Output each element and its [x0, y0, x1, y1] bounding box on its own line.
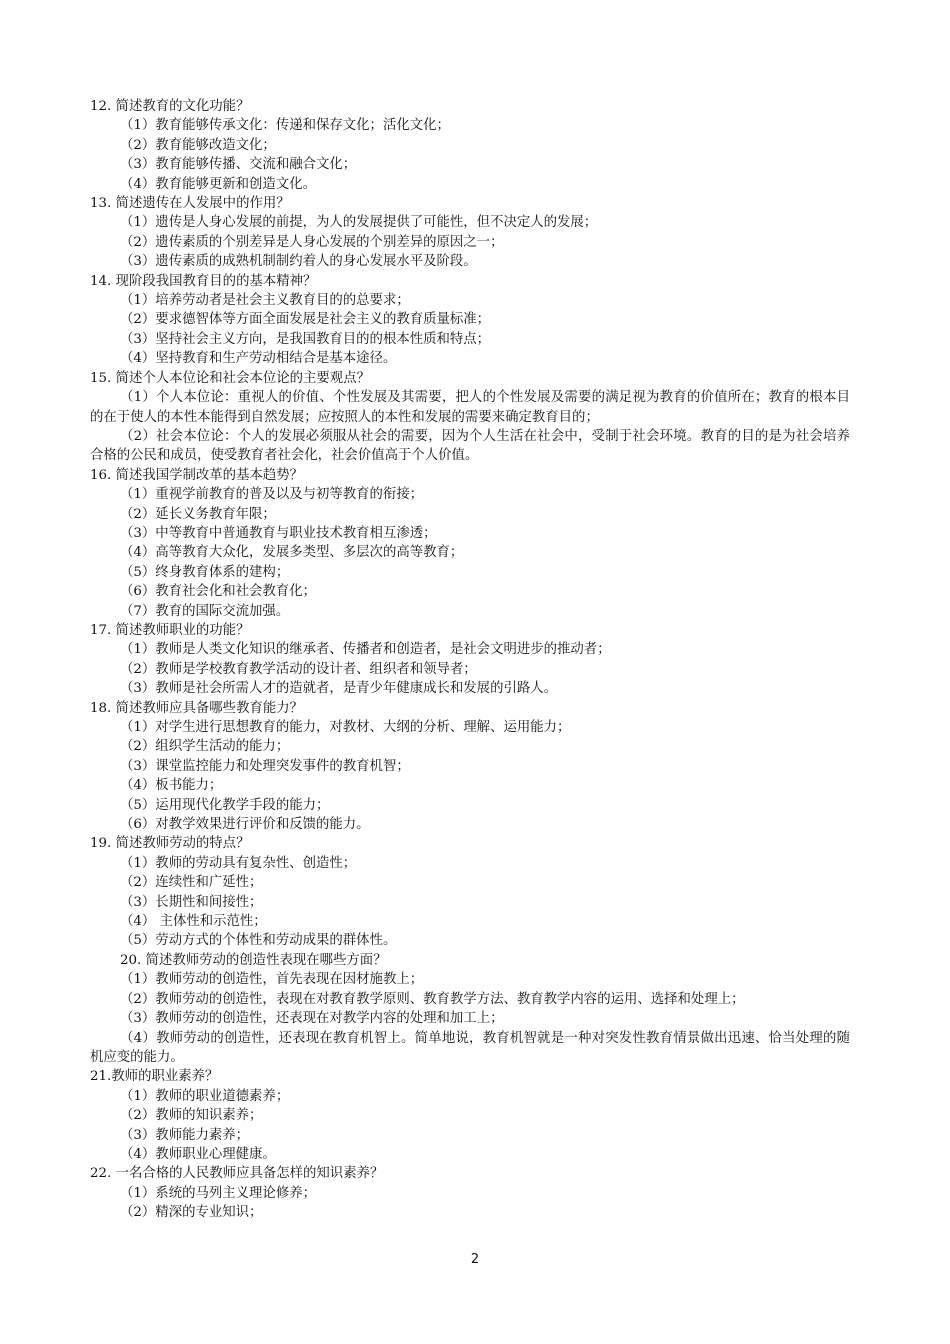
answer-item: （1）教师是人类文化知识的继承者、传播者和创造者，是社会文明进步的推动者；: [120, 642, 611, 658]
document-body: [90, 97, 850, 1223]
answer-item: （3）课堂监控能力和处理突发事件的教育机智；: [120, 758, 410, 774]
answer-item: （3）中等教育中普通教育与职业技术教育相互渗透；: [120, 525, 437, 541]
answer-item: （1）遗传是人身心发展的前提，为人的发展提供了可能性，但不决定人的发展；: [120, 215, 598, 231]
answer-item: （3）教师能力素养；: [120, 1127, 250, 1143]
answer-item: （3）教育能够传播、交流和融合文化；: [120, 157, 357, 173]
answer-item: （3）教师是社会所需人才的造就者，是青少年健康成长和发展的引路人。: [120, 681, 558, 697]
answer-item: （3）遗传素质的成熟机制制约着人的身心发展水平及阶段。: [120, 254, 477, 270]
answer-item: （3）坚持社会主义方向，是我国教育目的的根本性质和特点；: [120, 331, 491, 347]
answer-item: （2）遗传素质的个别差异是人身心发展的个别差异的原因之一；: [120, 234, 504, 250]
answer-item: （7）教育的国际交流加强。: [120, 603, 290, 619]
answer-item: （2）组织学生活动的能力；: [120, 739, 290, 755]
question-title: 12. 简述教育的文化功能？: [90, 99, 250, 114]
answer-item: （4） 主体性和示范性；: [120, 914, 267, 930]
answer-item: （1）教师的职业道德素养；: [120, 1088, 290, 1104]
answer-item: （1）教师劳动的创造性，首先表现在因材施教上；: [120, 972, 424, 988]
question-title: 20. 简述教师劳动的创造性表现在哪些方面？: [120, 952, 387, 968]
question-title: 21.教师的职业素养？: [90, 1069, 219, 1085]
answer-item: （4）高等教育大众化，发展多类型、多层次的高等教育；: [120, 545, 464, 561]
page-number: 2: [470, 1252, 480, 1267]
answer-item: （2）教育能够改造文化；: [120, 137, 276, 153]
answer-item: （1）个人本位论：重视人的价值、个性发展及其需要，把人的个性发展及需要的满足视为教育的价值所在；教育的根本目的在于使人的本性本能得到自然发展；应按照人的本性和发展的需要来确定教育目的；: [90, 390, 850, 425]
question-title: 16. 简述我国学制改革的基本趋势？: [90, 467, 304, 483]
answer-item: （2）精深的专业知识；: [120, 1205, 263, 1221]
question-title: 22. 一名合格的人民教师应具备怎样的知识素养？: [90, 1166, 384, 1182]
answer-item: （1）教育能够传承文化：传递和保存文化；活化文化；: [120, 118, 450, 134]
answer-item: （2）延长义务教育年限；: [120, 506, 276, 522]
question-title: 15. 简述个人本位论和社会本位论的主要观点？: [90, 370, 370, 386]
question-title: 13. 简述遗传在人发展中的作用？: [90, 196, 290, 212]
question-title: 18. 简述教师应具备哪些教育能力？: [90, 700, 304, 716]
answer-item: （2）教师劳动的创造性，表现在对教育教学原则、教育教学方法、教育教学内容的运用、选择和处理上；: [120, 991, 745, 1007]
answer-item: （6）对教学效果进行评价和反馈的能力。: [120, 817, 370, 833]
answer-item: （2）教师的知识素养；: [120, 1108, 263, 1124]
answer-item: （1）重视学前教育的普及以及与初等教育的衔接；: [120, 487, 424, 503]
answer-item: （1）培养劳动者是社会主义教育目的的总要求；: [120, 293, 410, 309]
question-title: 17. 简述教师职业的功能？: [90, 622, 250, 638]
answer-item: （4）教师劳动的创造性，还表现在教育机智上。简单地说，教育机智就是一种对突发性教育情景做出迅速、恰当处理的随机应变的能力。: [90, 1030, 850, 1065]
answer-item: （3）长期性和间接性；: [120, 894, 263, 910]
answer-item: （4）教师职业心理健康。: [120, 1146, 276, 1162]
answer-item: （2）社会本位论：个人的发展必须服从社会的需要，因为个人生活在社会中，受制于社会环境。教育的目的是为社会培养合格的公民和成员，使受教育者社会化，社会价值高于个人价值。: [90, 428, 850, 464]
answer-item: （2）连续性和广延性；: [120, 875, 263, 891]
answer-item: （2）教师是学校教育教学活动的设计者、组织者和领导者；: [120, 661, 477, 677]
answer-item: （4）板书能力；: [120, 778, 223, 794]
answer-item: （6）教育社会化和社会教育化；: [120, 584, 316, 600]
answer-item: （3）教师劳动的创造性，还表现在对教学内容的处理和加工上；: [120, 1011, 504, 1027]
answer-item: （5）劳动方式的个体性和劳动成果的群体性。: [120, 933, 397, 949]
question-title: 19. 简述教师劳动的特点？: [90, 836, 250, 852]
answer-item: （4）坚持教育和生产劳动相结合是基本途径。: [120, 351, 397, 367]
answer-item: （5）终身教育体系的建构；: [120, 564, 290, 580]
answer-item: （1）教师的劳动具有复杂性、创造性；: [120, 855, 357, 871]
answer-item: （5）运用现代化教学手段的能力；: [120, 797, 330, 813]
answer-item: （1）对学生进行思想教育的能力，对教材、大纲的分析、理解、运用能力；: [120, 720, 571, 735]
answer-item: （2）要求德智体等方面全面发展是社会主义的教育质量标准；: [120, 312, 491, 328]
answer-item: （4）教育能够更新和创造文化。: [120, 176, 316, 192]
answer-item: （1）系统的马列主义理论修养；: [120, 1185, 316, 1201]
question-title: 14. 现阶段我国教育目的的基本精神？: [90, 273, 317, 289]
